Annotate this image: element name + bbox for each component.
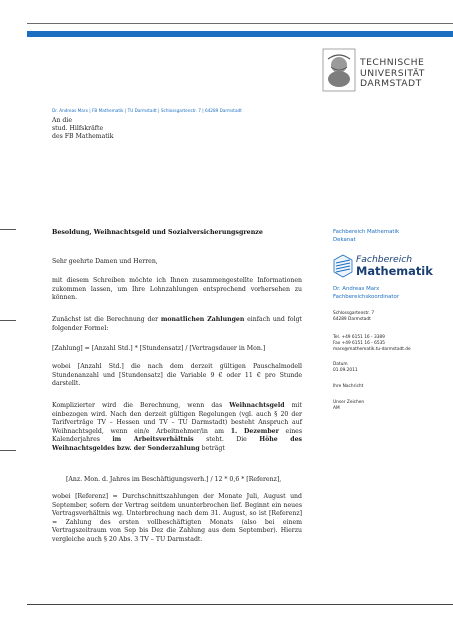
paragraph-monthly xyxy=(52,316,302,333)
paragraph-variables: wobei [Anzahl Std.] die nach dem derzeit gültigen Pauschalmodell Stundenanzahl und [Stundensatz] die Variable 9 € oder 11 € pro Stunde darstellt. xyxy=(52,363,302,388)
text-run-bold: 1. Dezember xyxy=(230,427,279,435)
our-sign-label: Unser Zeichen xyxy=(333,400,365,405)
your-message-label: Ihre Nachricht xyxy=(333,384,364,389)
sidebar-our-sign xyxy=(333,400,364,412)
university-logo-icon xyxy=(322,47,356,93)
letter-subject: Besoldung, Weihnachtsgeld und Sozialversicherungsgrenze xyxy=(52,229,263,236)
recipient-line: stud. Hilfskräfte xyxy=(52,125,104,133)
phone-number: Tel. +49 6151 16 - 3389 xyxy=(333,335,385,340)
math-logo-word-2: Mathematik xyxy=(356,264,433,278)
formula-monthly: [Zahlung] = [Anzahl Std.] * [Stundensatz] / [Vertragsdauer in Mon.] xyxy=(52,345,266,352)
university-name-line3: DARMSTADT xyxy=(360,78,422,89)
formula-christmas: [Anz. Mon. d. Jahres im Beschäftigungsverh.] / 12 * 0,6 * [Referenz], xyxy=(66,476,282,483)
recipient-line: An die xyxy=(52,117,73,124)
sidebar-address xyxy=(333,311,374,323)
paragraph-reference: wobei [Referenz] = Durchschnittszahlungen der Monate Juli, August und September, sofern der Vertrag seitdem ununterbrochen lief. Beginnt ein neues Vertragsverhältnis wg. Unterbrechung nach dem 31. August, so ist [Referenz] = Zahlung des ersten vollbeschäftigten Monats (also bei einem Vertragszeitraum von Sep bis Dez die Zahlung aus dem September). Hierzu vergleiche auch § 20 Abs. 3 TV – TU Darmstadt. xyxy=(52,493,302,543)
university-name xyxy=(360,58,425,90)
contact-role: Fachbereichskoordinator xyxy=(333,293,400,300)
header-rule xyxy=(27,23,453,24)
sidebar-your-message xyxy=(333,384,363,390)
address-street: Schlossgartenstr. 7 xyxy=(333,311,375,316)
department-office: Dekanat xyxy=(333,236,356,243)
recipient-address xyxy=(52,117,114,142)
fax-number: Fax +49 6151 16 - 6535 xyxy=(333,341,386,347)
header-accent-bar xyxy=(27,31,453,37)
fold-mark-bottom xyxy=(0,450,16,451)
text-run: Zunächst ist die Berechnung der xyxy=(52,316,161,323)
contact-name: Dr. Andreas Marx xyxy=(333,286,380,292)
date-value: 01.09.2011 xyxy=(333,368,358,374)
paragraph-christmas xyxy=(52,402,302,453)
sidebar-date xyxy=(333,362,358,374)
math-logo-word-1: Fachbereich xyxy=(356,254,413,265)
department-name: Fachbereich Mathematik xyxy=(333,229,400,235)
text-run-bold: Weihnachtsgeld xyxy=(229,402,285,409)
address-city: 64289 Darmstadt xyxy=(333,317,371,323)
sidebar-phone-block xyxy=(333,335,411,354)
sidebar-contact-person xyxy=(333,286,399,301)
text-run: steht. Die xyxy=(193,436,260,444)
math-department-logo-icon xyxy=(333,254,353,278)
text-run: eines Kalenderjahres xyxy=(52,427,303,444)
fold-mark-middle xyxy=(0,320,16,321)
date-label: Datum xyxy=(333,362,348,367)
text-run: mit einbezogen wird. Nach den derzeit gültigen Regelungen (vgl. auch § 20 der Tarifverträge TV – Hessen und TV – TU Darmstadt) besteht Anspruch auf Weihnachtsgeld, wenn ein/e Arbeitnehmer/in am xyxy=(52,402,302,435)
university-name-line2: UNIVERSITÄT xyxy=(360,67,425,79)
sender-line: Dr. Andreas Marx | FB Mathematik | TU Darmstadt | Schlossgartenstr. 7 | 64289 Darmstadt xyxy=(52,108,242,113)
university-name-line1: TECHNISCHE xyxy=(360,57,425,68)
fold-mark-top xyxy=(0,229,16,230)
text-run: Komplizierter wird die Berechnung, wenn das xyxy=(52,402,230,409)
sidebar-department xyxy=(333,229,399,244)
text-run: einfach und folgt folgender Formel: xyxy=(52,316,303,332)
our-sign-value: AM xyxy=(333,406,340,412)
text-run-bold: Höhe des Weihnachtsgeldes bzw. der Sonderzahlung xyxy=(52,436,302,452)
footer-rule xyxy=(27,604,453,605)
text-run-bold: im Arbeitsverhältnis xyxy=(112,436,194,444)
text-run-bold: monatlichen Zahlungen xyxy=(160,316,245,323)
paragraph-intro: mit diesem Schreiben möchte ich Ihnen zusammengestellte Informationen zukommen lassen, um Ihre Lohnzahlungen entsprechend vorhersehen zu können. xyxy=(52,277,302,302)
recipient-line: des FB Mathematik xyxy=(52,133,114,141)
salutation: Sehr geehrte Damen und Herren, xyxy=(52,258,158,265)
text-run: beträgt xyxy=(199,444,225,452)
email-address: marx@mathematik.tu-darmstadt.de xyxy=(333,347,411,353)
